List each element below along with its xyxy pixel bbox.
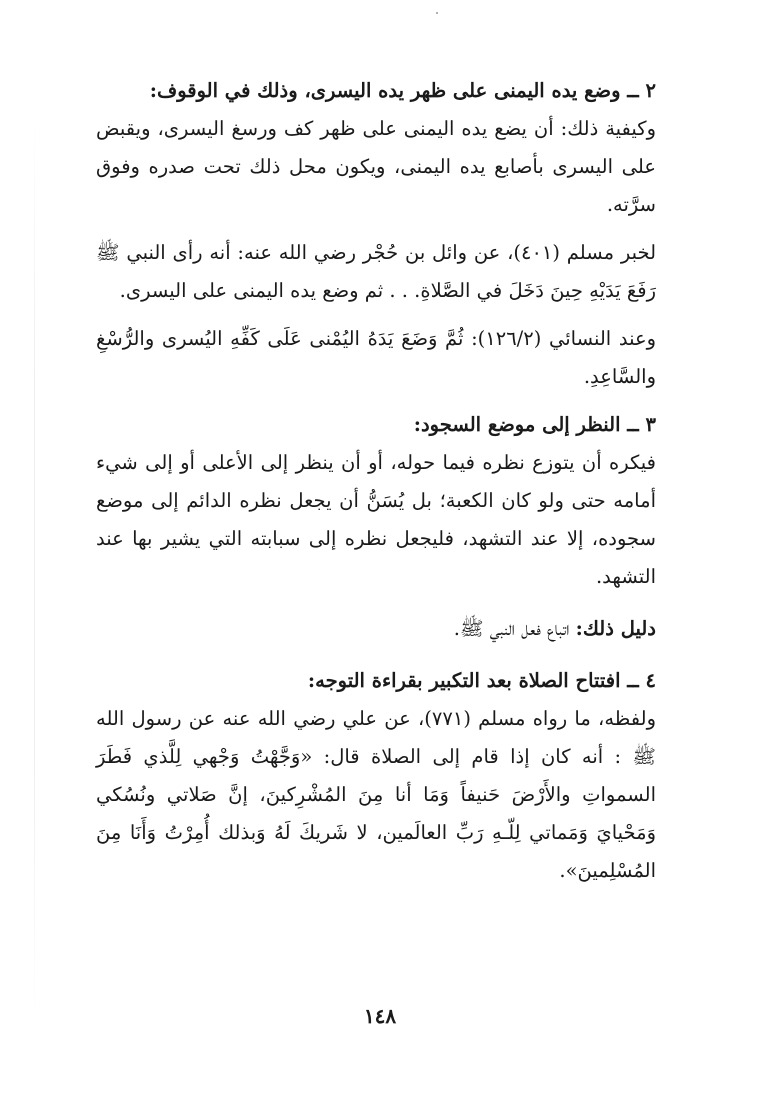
section-2-heading: ٢ ــ وضع يده اليمنى على ظهر يده اليسرى، وذلك في الوقوف: bbox=[149, 79, 656, 102]
section-2-paragraph-2: لخبر مسلم (٤٠١)، عن وائل بن حُجْر رضي الله عنه: أنه رأى النبي ﷺ رَفَعَ يَدَيْهِ حِينَ دَخَلَ في الصَّلاةِ. . . ثم وضع يده اليمنى على اليسرى. bbox=[96, 241, 657, 302]
section-3-heading: ٣ ــ النظر إلى موضع السجود: bbox=[413, 413, 656, 436]
section-3-paragraph-1: فيكره أن يتوزع نظره فيما حوله، أو أن ينظر إلى الأعلى أو إلى شيء أمامه حتى ولو كان الكعبة؛ بل يُسَنُّ أن يجعل نظره الدائم إلى موضع سجوده، إلا عند التشهد، فليجعل نظره إلى سبابته التي يشير بها عند التشهد. bbox=[96, 451, 656, 588]
scan-speck bbox=[436, 12, 438, 14]
page-edge-shadow bbox=[34, 120, 35, 1020]
proof-text: اتباع فعل النبي ﷺ. bbox=[453, 617, 570, 640]
section-4-heading: ٤ ــ افتتاح الصلاة بعد التكبير بقراءة التوجه: bbox=[307, 669, 656, 692]
proof-label: دليل ذلك: bbox=[575, 617, 656, 640]
section-3-proof bbox=[96, 610, 656, 648]
section-4-paragraph-1: ولفظه، ما رواه مسلم (٧٧١)، عن علي رضي الله عنه عن رسول الله ﷺ : أنه كان إذا قام إلى الصلاة قال: «وَجَّهْتُ وَجْهي لِلَّذي فَطَرَ السمواتِ والأَرْضَ حَنيفاً وَمَا أنا مِنَ المُشْرِكينَ، إنَّ صَلاتي ونُسُكي وَمَحْيايَ وَمَماتي لِلّـهِ رَبِّ العالَمين، لا شَريكَ لَهُ وَبذلك أُمِرْتُ وَأَنَا مِنَ المُسْلِمينَ». bbox=[96, 707, 657, 882]
page-number: ١٤٨ bbox=[363, 1004, 397, 1028]
page-body bbox=[96, 72, 656, 890]
section-2-paragraph-3: وعند النسائي (١٢٦/٢): ثُمَّ وَضَعَ يَدَهُ اليُمْنى عَلَى كَفِّهِ اليُسرى والرُّسْغِ والسَّاعِدِ. bbox=[96, 327, 657, 388]
section-2-paragraph-1: وكيفية ذلك: أن يضع يده اليمنى على ظهر كف ورسغ اليسرى، ويقبض على اليسرى بأصابع يده اليمنى، ويكون محل ذلك تحت صدره وفوق سرَّته. bbox=[96, 117, 656, 216]
